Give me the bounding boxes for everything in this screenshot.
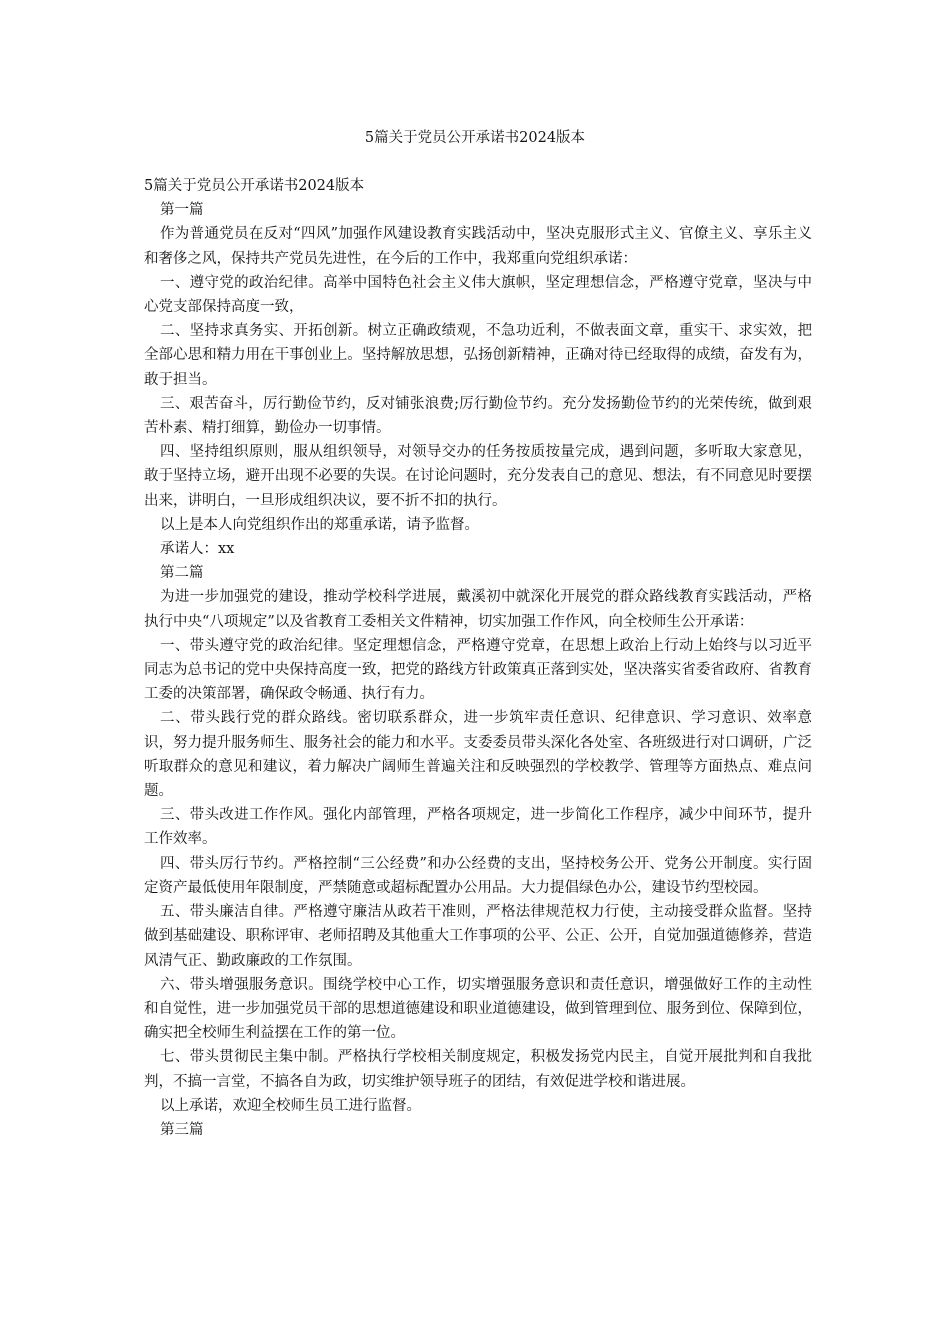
paragraph: 六、带头增强服务意识。围绕学校中心工作，切实增强服务意识和责任意识，增强做好工作的主动性和自觉性，进一步加强党员干部的思想道德建设和职业道德建设，做到管理到位、服务到位、保障到位，确实把全校师生利益摆在工作的第一位。	[144, 976, 812, 1042]
paragraph: 七、带头贯彻民主集中制。严格执行学校相关制度规定，积极发扬党内民主，自觉开展批判和自我批判，不搞一言堂，不搞各自为政，切实维护领导班子的团结，有效促进学校和谐进展。	[144, 1049, 812, 1090]
document-body	[144, 174, 812, 1142]
paragraph: 作为普通党员在反对“四风”加强作风建设教育实践活动中，坚决克服形式主义、官僚主义、享乐主义和奢侈之风，保持共产党员先进性，在今后的工作中，我郑重向党组织承诺：	[144, 226, 812, 267]
paragraph: 四、带头厉行节约。严格控制“三公经费”和办公经费的支出，坚持校务公开、党务公开制度。实行固定资产最低使用年限制度，严禁随意或超标配置办公用品。大力提倡绿色办公，建设节约型校园。	[144, 855, 812, 896]
paragraph: 五、带头廉洁自律。严格遵守廉洁从政若干准则，严格法律规范权力行使，主动接受群众监督。坚持做到基础建设、职称评审、老师招聘及其他重大工作事项的公平、公正、公开，自觉加强道德修养，营造风清气正、勤政廉政的工作氛围。	[144, 904, 812, 969]
paragraph: 一、遵守党的政治纪律。高举中国特色社会主义伟大旗帜，坚定理想信念，严格遵守党章，坚决与中心党支部保持高度一致，	[144, 274, 812, 316]
paragraph: 四、坚持组织原则，服从组织领导，对领导交办的任务按质按量完成，遇到问题，多听取大家意见，敢于坚持立场，避开出现不必要的失误。在讨论问题时，充分发表自己的意见、想法，有不同意见时要摆出来，讲明白，一旦形成组织决议，要不折不扣的执行。	[144, 444, 812, 509]
body-heading: 5篇关于党员公开承诺书2024版本	[144, 178, 365, 194]
section-heading: 第一篇	[160, 202, 204, 219]
section-heading: 第三篇	[160, 1121, 204, 1138]
document-title: 5篇关于党员公开承诺书2024版本	[364, 130, 586, 146]
paragraph: 以上是本人向党组织作出的郑重承诺，请予监督。	[160, 516, 479, 533]
paragraph: 三、带头改进工作作风。强化内部管理，严格各项规定，进一步简化工作程序，减少中间环节，提升工作效率。	[144, 807, 812, 848]
paragraph: 一、带头遵守党的政治纪律。坚定理想信念，严格遵守党章，在思想上政治上行动上始终与以习近平同志为总书记的党中央保持高度一致，把党的路线方针政策真正落到实处，坚决落实省委省政府、省教育工委的决策部署，确保政令畅通、执行有力。	[144, 637, 812, 703]
signature-line: 承诺人：xx	[160, 541, 235, 558]
section-heading: 第二篇	[160, 565, 204, 582]
paragraph: 二、带头践行党的群众路线。密切联系群众，进一步筑牢责任意识、纪律意识、学习意识、效率意识，努力提升服务师生、服务社会的能力和水平。支委委员带头深化各处室、各班级进行对口调研，广泛听取群众的意见和建议，着力解决广阔师生普遍关注和反映强烈的学校教学、管理等方面热点、难点问题。	[144, 710, 812, 800]
paragraph: 以上承诺，欢迎全校师生员工进行监督。	[160, 1097, 421, 1114]
paragraph: 为进一步加强党的建设，推动学校科学进展，戴溪初中就深化开展党的群众路线教育实践活动，严格执行中央“八项规定”以及省教育工委相关文件精神，切实加强工作作风，向全校师生公开承诺：	[144, 589, 812, 630]
paragraph: 三、艰苦奋斗，厉行勤俭节约，反对铺张浪费;厉行勤俭节约。充分发扬勤俭节约的光荣传统，做到艰苦朴素、精打细算，勤俭办一切事情。	[144, 395, 812, 437]
paragraph: 二、坚持求真务实、开拓创新。树立正确政绩观，不急功近利，不做表面文章，重实干、求实效，把全部心思和精力用在干事创业上。坚持解放思想，弘扬创新精神，正确对待已经取得的成绩，奋发有为，敢于担当。	[144, 323, 812, 388]
